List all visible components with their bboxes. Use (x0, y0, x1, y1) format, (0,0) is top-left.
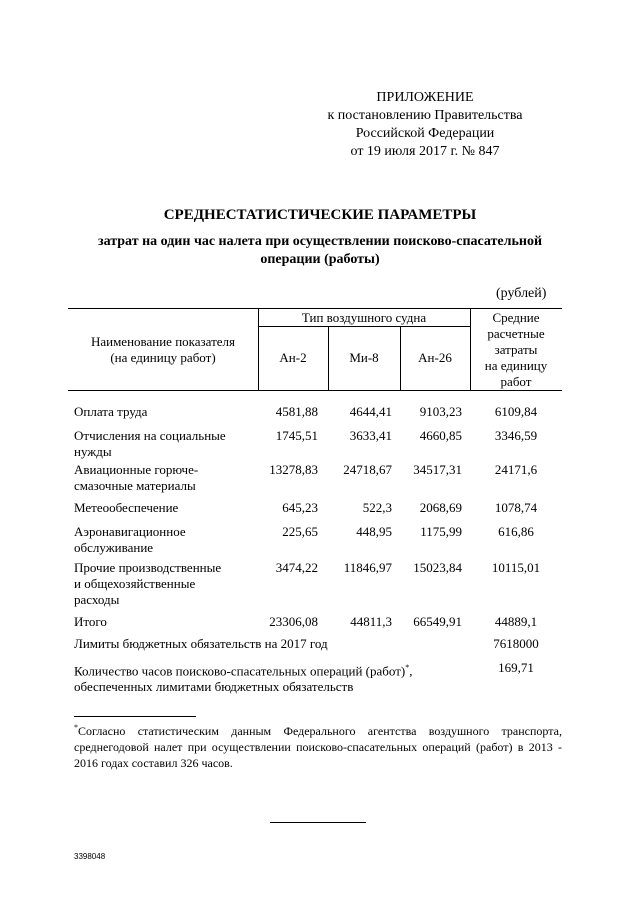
cell-mi8: 4644,41 (349, 404, 392, 419)
cell-an2: 3474,22 (275, 560, 318, 575)
row-label (74, 560, 254, 608)
cell-average: 616,86 (498, 524, 534, 539)
cell-mi8: 11846,97 (343, 560, 392, 575)
row-label (74, 500, 254, 516)
row-label-line: смазочные материалы (74, 478, 196, 493)
row-label-line: обслуживание (74, 540, 154, 555)
row-label (74, 404, 254, 420)
hours-label (74, 660, 412, 695)
cell-an26: 9103,23 (419, 404, 462, 419)
header-type-an2: Ан-2 (279, 350, 307, 365)
header-aircraft-type: Тип воздушного судна (301, 310, 427, 325)
cell-average: 10115,01 (491, 560, 541, 575)
row-label (74, 524, 254, 556)
header-avg-line: работ (500, 374, 532, 389)
hours-label-comma: , (409, 663, 413, 679)
row-label-line: Оплата труда (74, 404, 148, 419)
cell-average: 6109,84 (494, 404, 538, 419)
cell-an26: 34517,31 (413, 462, 462, 477)
cell-an26: 4660,85 (419, 428, 462, 443)
header-indicator-line2: (на единицу работ) (110, 350, 216, 365)
header-avg-line: на единицу (484, 358, 548, 373)
hours-value: 169,71 (498, 660, 534, 675)
cell-average: 44889,1 (494, 614, 538, 629)
cell-average: 24171,6 (494, 462, 538, 477)
header-indicator-line1: Наименование показателя (90, 334, 236, 349)
document-subtitle-line1: затрат на один час налета при осуществлении поисково-спасательной (97, 234, 543, 249)
unit-label: (рублей) (496, 286, 547, 301)
limits-label: Лимиты бюджетных обязательств на 2017 год (74, 636, 328, 651)
cell-mi8: 24718,67 (343, 462, 392, 477)
cell-an2: 4581,88 (275, 404, 318, 419)
limits-value: 7618000 (493, 636, 539, 651)
header-type-mi8: Ми-8 (349, 350, 379, 365)
footnote-text: Согласно статистическим данным Федерального агентства воздушного транспорта, среднегодовой налет при осуществлении поисково-спасательных операций (работ) в 2013 - 2016 годах составил 326 часов. (74, 724, 562, 770)
table-top-rule (68, 308, 562, 309)
cell-an26: 1175,99 (420, 524, 462, 539)
appendix-line-date: от 19 июля 2017 г. № 847 (350, 144, 500, 159)
header-indicator-name (72, 334, 254, 366)
document-title: СРЕДНЕСТАТИСТИЧЕСКИЕ ПАРАМЕТРЫ (163, 207, 477, 223)
row-label (74, 462, 254, 494)
header-average-costs (470, 310, 562, 390)
row-label-line: Прочие производственные (74, 560, 222, 575)
row-label-line: и общехозяйственные (74, 576, 196, 591)
row-label-line: Метеообеспечение (74, 500, 179, 515)
row-label-line: Итого (74, 614, 107, 629)
cell-an2: 23306,08 (269, 614, 318, 629)
hours-label-line2: обеспеченных лимитами бюджетных обязательств (74, 679, 354, 695)
cell-mi8: 44811,3 (350, 614, 392, 629)
header-avg-line: Средние (492, 310, 540, 325)
cell-an2: 1745,51 (275, 428, 318, 443)
footnote-mark: * (74, 723, 78, 732)
group-header-rule (258, 326, 470, 327)
row-label-line: расходы (74, 592, 120, 607)
cell-mi8: 522,3 (362, 500, 392, 515)
cell-an26: 2068,69 (419, 500, 462, 515)
footnote-ref-mark: * (405, 663, 410, 672)
hours-label-text: Количество часов поисково-спасательных операций (работ) (74, 663, 406, 679)
closing-rule (270, 822, 366, 823)
row-label (74, 614, 254, 630)
table-header-bottom-rule (68, 390, 562, 391)
header-avg-line: расчетные (487, 326, 545, 341)
appendix-line-country: Российской Федерации (355, 126, 495, 141)
row-label-line: Аэронавигационное (74, 524, 186, 539)
cell-an2: 225,65 (282, 524, 318, 539)
appendix-heading: ПРИЛОЖЕНИЕ (376, 90, 474, 105)
footnote-separator (74, 716, 196, 717)
appendix-line-decree: к постановлению Правительства (327, 108, 523, 123)
row-label-line: Авиационные горюче- (74, 462, 199, 477)
header-type-an26: Ан-26 (418, 350, 452, 365)
footnote (74, 720, 562, 771)
cell-average: 1078,74 (494, 500, 538, 515)
row-label-line: нужды (74, 444, 112, 459)
header-avg-line: затраты (494, 342, 538, 357)
cell-an2: 13278,83 (269, 462, 318, 477)
document-subtitle-line2: операции (работы) (260, 252, 380, 267)
hours-label-line1 (74, 660, 412, 679)
cell-an2: 645,23 (282, 500, 318, 515)
cell-mi8: 448,95 (356, 524, 392, 539)
row-label-line: Отчисления на социальные (74, 428, 226, 443)
cell-an26: 15023,84 (413, 560, 462, 575)
row-label (74, 428, 254, 460)
cell-average: 3346,59 (494, 428, 538, 443)
page-code: 3398048 (74, 852, 106, 861)
cell-an26: 66549,91 (413, 614, 462, 629)
cell-mi8: 3633,41 (349, 428, 392, 443)
